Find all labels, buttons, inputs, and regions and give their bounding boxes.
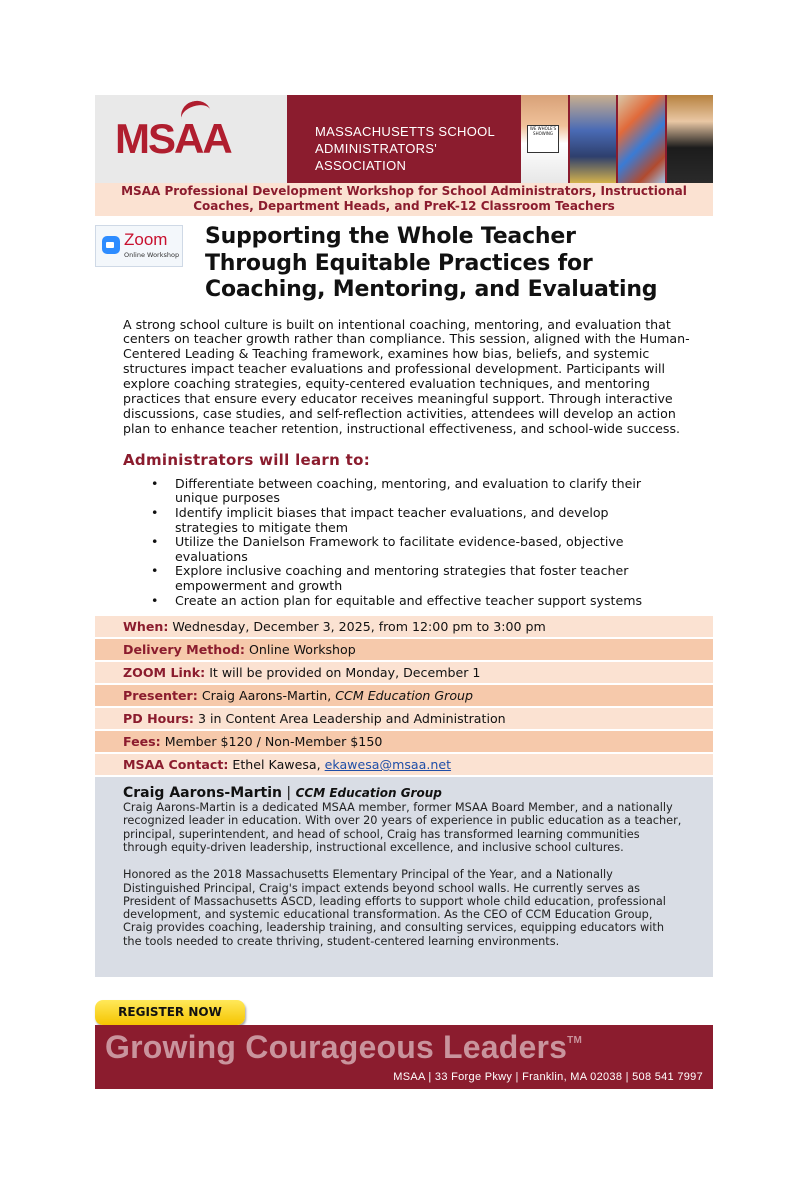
bio-org: CCM Education Group (295, 786, 442, 801)
learn-heading: Administrators will learn to: (123, 450, 370, 469)
photo-sign: WE WHOLE'S SHOWING (527, 125, 559, 153)
when-value: Wednesday, December 3, 2025, from 12:00 pm to 3:00 pm (172, 619, 546, 635)
flyer (95, 95, 713, 1083)
photo-cheer (665, 95, 714, 183)
presenter-label: Presenter: (123, 688, 198, 704)
header-banner (95, 95, 713, 183)
presenter-name: Craig Aarons-Martin, (201, 688, 332, 704)
presenter-bio (95, 777, 713, 977)
photo-strip (519, 95, 713, 183)
zoom-sub: Online Workshop (124, 251, 180, 259)
title-row (95, 224, 713, 304)
video-camera-icon (102, 236, 120, 254)
msaa-logo: MSAA (115, 115, 231, 162)
presenter-row (95, 685, 713, 706)
when-row (95, 616, 713, 637)
footer-banner (95, 1025, 713, 1089)
slogan-text: Growing Courageous Leaders (105, 1029, 568, 1065)
delivery-label: Delivery Method: (123, 642, 245, 658)
fees-value: Member $120 / Non-Member $150 (164, 734, 383, 750)
contact-row (95, 754, 713, 775)
footer-slogan (105, 1029, 582, 1066)
title-line2: Through Equitable Practices for (205, 250, 593, 276)
photo-classroom (616, 95, 665, 183)
learn-list (95, 477, 713, 608)
list-item: • Create an action plan for equitable and effective teacher support systems (175, 594, 675, 609)
pd-banner-line2: Coaches, Department Heads, and PreK-12 Classroom Teachers (193, 199, 615, 213)
event-details (95, 616, 713, 775)
list-item: • Utilize the Danielson Framework to facilitate evidence-based, objective evaluations (175, 535, 675, 564)
delivery-row (95, 639, 713, 660)
pd-banner (95, 183, 713, 216)
when-label: When: (123, 619, 169, 635)
delivery-value: Online Workshop (248, 642, 356, 658)
zoom-word: Zoom (124, 230, 168, 249)
pd-hours-value: 3 in Content Area Leadership and Administration (198, 711, 506, 727)
page-title (205, 224, 657, 304)
zoom-link-label: ZOOM Link: (123, 665, 206, 681)
logo-panel (95, 95, 287, 183)
contact-email-link[interactable]: ekawesa@msaa.net (324, 757, 452, 773)
org-name-panel (287, 95, 519, 183)
bio-heading (123, 785, 685, 801)
org-name (315, 123, 519, 174)
zoom-link-row (95, 662, 713, 683)
pd-banner-line1: MSAA Professional Development Workshop for School Administrators, Instructional (121, 184, 687, 198)
pd-hours-row (95, 708, 713, 729)
register-now-button[interactable]: REGISTER NOW (95, 1000, 245, 1025)
list-item: • Identify implicit biases that impact teacher evaluations, and develop strategies to mitigate them (175, 506, 675, 535)
contact-name: Ethel Kawesa, (232, 757, 321, 773)
bio-name: Craig Aarons-Martin (123, 785, 282, 802)
list-item: • Explore inclusive coaching and mentoring strategies that foster teacher empowerment and growth (175, 564, 675, 593)
bio-separator: | (281, 785, 296, 802)
presenter-org: CCM Education Group (335, 688, 474, 704)
photo-students-group (568, 95, 617, 183)
footer-address: MSAA | 33 Forge Pkwy | Franklin, MA 02038 | 508 541 7997 (393, 1071, 703, 1083)
bio-paragraph-1: Craig Aarons-Martin is a dedicated MSAA member, former MSAA Board Member, and a nationally recognized leader in education. With over 20 years of experience in public education as a teacher, principal, superintendent, and head of school, Craig has transformed learning communities through equity-driven leadership, instructional excellence, and inclusive school cultures. (123, 801, 682, 854)
org-name-line2: ADMINISTRATORS' ASSOCIATION (315, 141, 438, 173)
photo-student-sign (519, 95, 568, 183)
bio-paragraph-2: Honored as the 2018 Massachusetts Elementary Principal of the Year, and a Nationally Distinguished Principal, Craig's impact extends beyond school walls. He currently serves as President of Massachusetts ASCD, leading efforts to support whole child education, professional development, and systemic educational transformation. As the CEO of CCM Education Group, Craig provides coaching, leadership training, and consulting services, equipping educators with the tools needed to create thriving, student-centered learning environments. (123, 868, 666, 948)
fees-row (95, 731, 713, 752)
contact-label: MSAA Contact: (123, 757, 229, 773)
zoom-badge (95, 225, 183, 267)
list-item: • Differentiate between coaching, mentoring, and evaluation to clarify their unique purposes (175, 477, 675, 506)
org-name-line1: MASSACHUSETTS SCHOOL (315, 124, 496, 139)
pd-hours-label: PD Hours: (123, 711, 194, 727)
zoom-link-value: It will be provided on Monday, December 1 (209, 665, 481, 681)
title-line1: Supporting the Whole Teacher (205, 224, 576, 249)
intro-paragraph: A strong school culture is built on intentional coaching, mentoring, and evaluation that centers on teacher growth rather than compliance. This session, aligned with the Human-Centered Leading & Teaching framework, examines how bias, beliefs, and systemic structures impact teacher evaluations and professional development. Participants will explore coaching strategies, equity-centered evaluation techniques, and mentoring practices that ensure every educator receives meaningful support. Through interactive discussions, case studies, and self-reflection activities, attendees will develop an action plan to enhance teacher retention, instructional effectiveness, and school-wide success. (123, 316, 690, 436)
trademark-mark: TM (567, 1035, 583, 1046)
title-line3: Coaching, Mentoring, and Evaluating (205, 277, 658, 302)
fees-label: Fees: (123, 734, 161, 750)
